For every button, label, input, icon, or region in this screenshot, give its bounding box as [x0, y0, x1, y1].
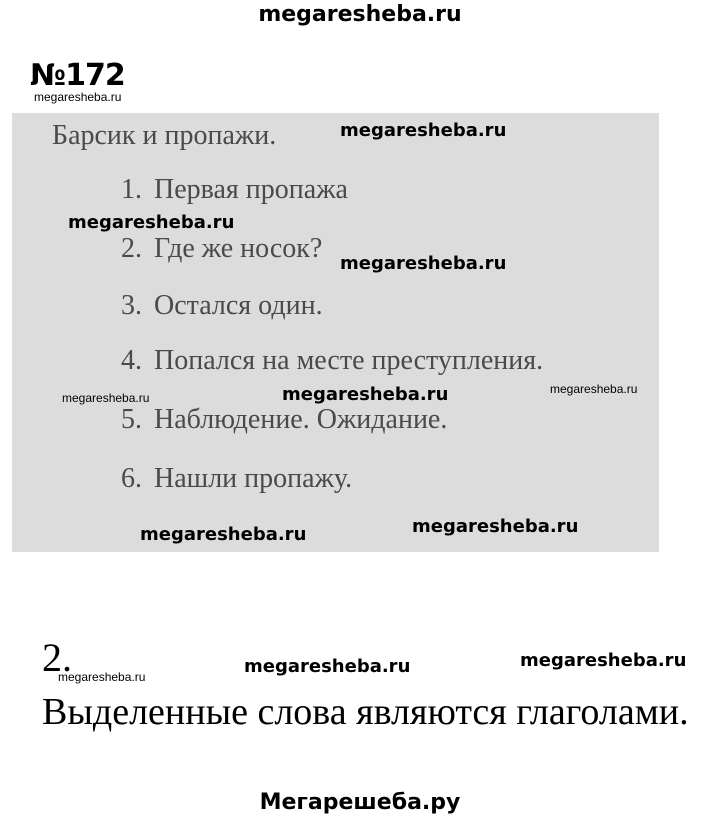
plan-item-2	[96, 233, 322, 265]
plan-item-text: Остался один.	[154, 290, 323, 321]
site-header: megaresheba.ru	[258, 2, 462, 27]
task-number: №172	[30, 58, 125, 93]
watermark: megaresheba.ru	[282, 384, 449, 405]
plan-item-text: Наблюдение. Ожидание.	[154, 404, 448, 435]
watermark: megaresheba.ru	[550, 382, 638, 396]
plan-item-text: Нашли пропажу.	[154, 463, 353, 494]
plan-item-3	[96, 290, 323, 322]
plan-item-number: 2.	[121, 233, 142, 264]
watermark: megaresheba.ru	[62, 391, 150, 405]
plan-item-number: 1.	[121, 174, 142, 205]
watermark: megaresheba.ru	[520, 650, 687, 671]
watermark: megaresheba.ru	[140, 524, 307, 545]
plan-item-number: 6.	[121, 463, 142, 494]
plan-item-number: 5.	[121, 404, 142, 435]
plan-item-text: Первая пропажа	[154, 174, 348, 205]
plan-item-6	[96, 463, 352, 495]
watermark: megaresheba.ru	[340, 253, 507, 274]
plan-item-5	[96, 404, 447, 436]
plan-title: Барсик и пропажи.	[52, 120, 277, 151]
watermark: megaresheba.ru	[58, 670, 146, 684]
watermark: megaresheba.ru	[34, 90, 122, 104]
plan-item-1	[96, 174, 348, 206]
watermark: megaresheba.ru	[68, 212, 235, 233]
watermark: megaresheba.ru	[340, 120, 507, 141]
watermark: megaresheba.ru	[412, 516, 579, 537]
plan-item-text: Попался на месте преступления.	[154, 345, 544, 376]
answer-number: 2.	[42, 635, 72, 680]
plan-item-text: Где же носок?	[154, 233, 323, 264]
site-footer: Мегарешеба.ру	[259, 790, 461, 815]
plan-item-number: 3.	[121, 290, 142, 321]
plan-item-4	[96, 345, 543, 377]
plan-item-number: 4.	[121, 345, 142, 376]
watermark: megaresheba.ru	[244, 656, 411, 677]
answer-text: Выделенные слова являются глаголами.	[42, 691, 689, 733]
